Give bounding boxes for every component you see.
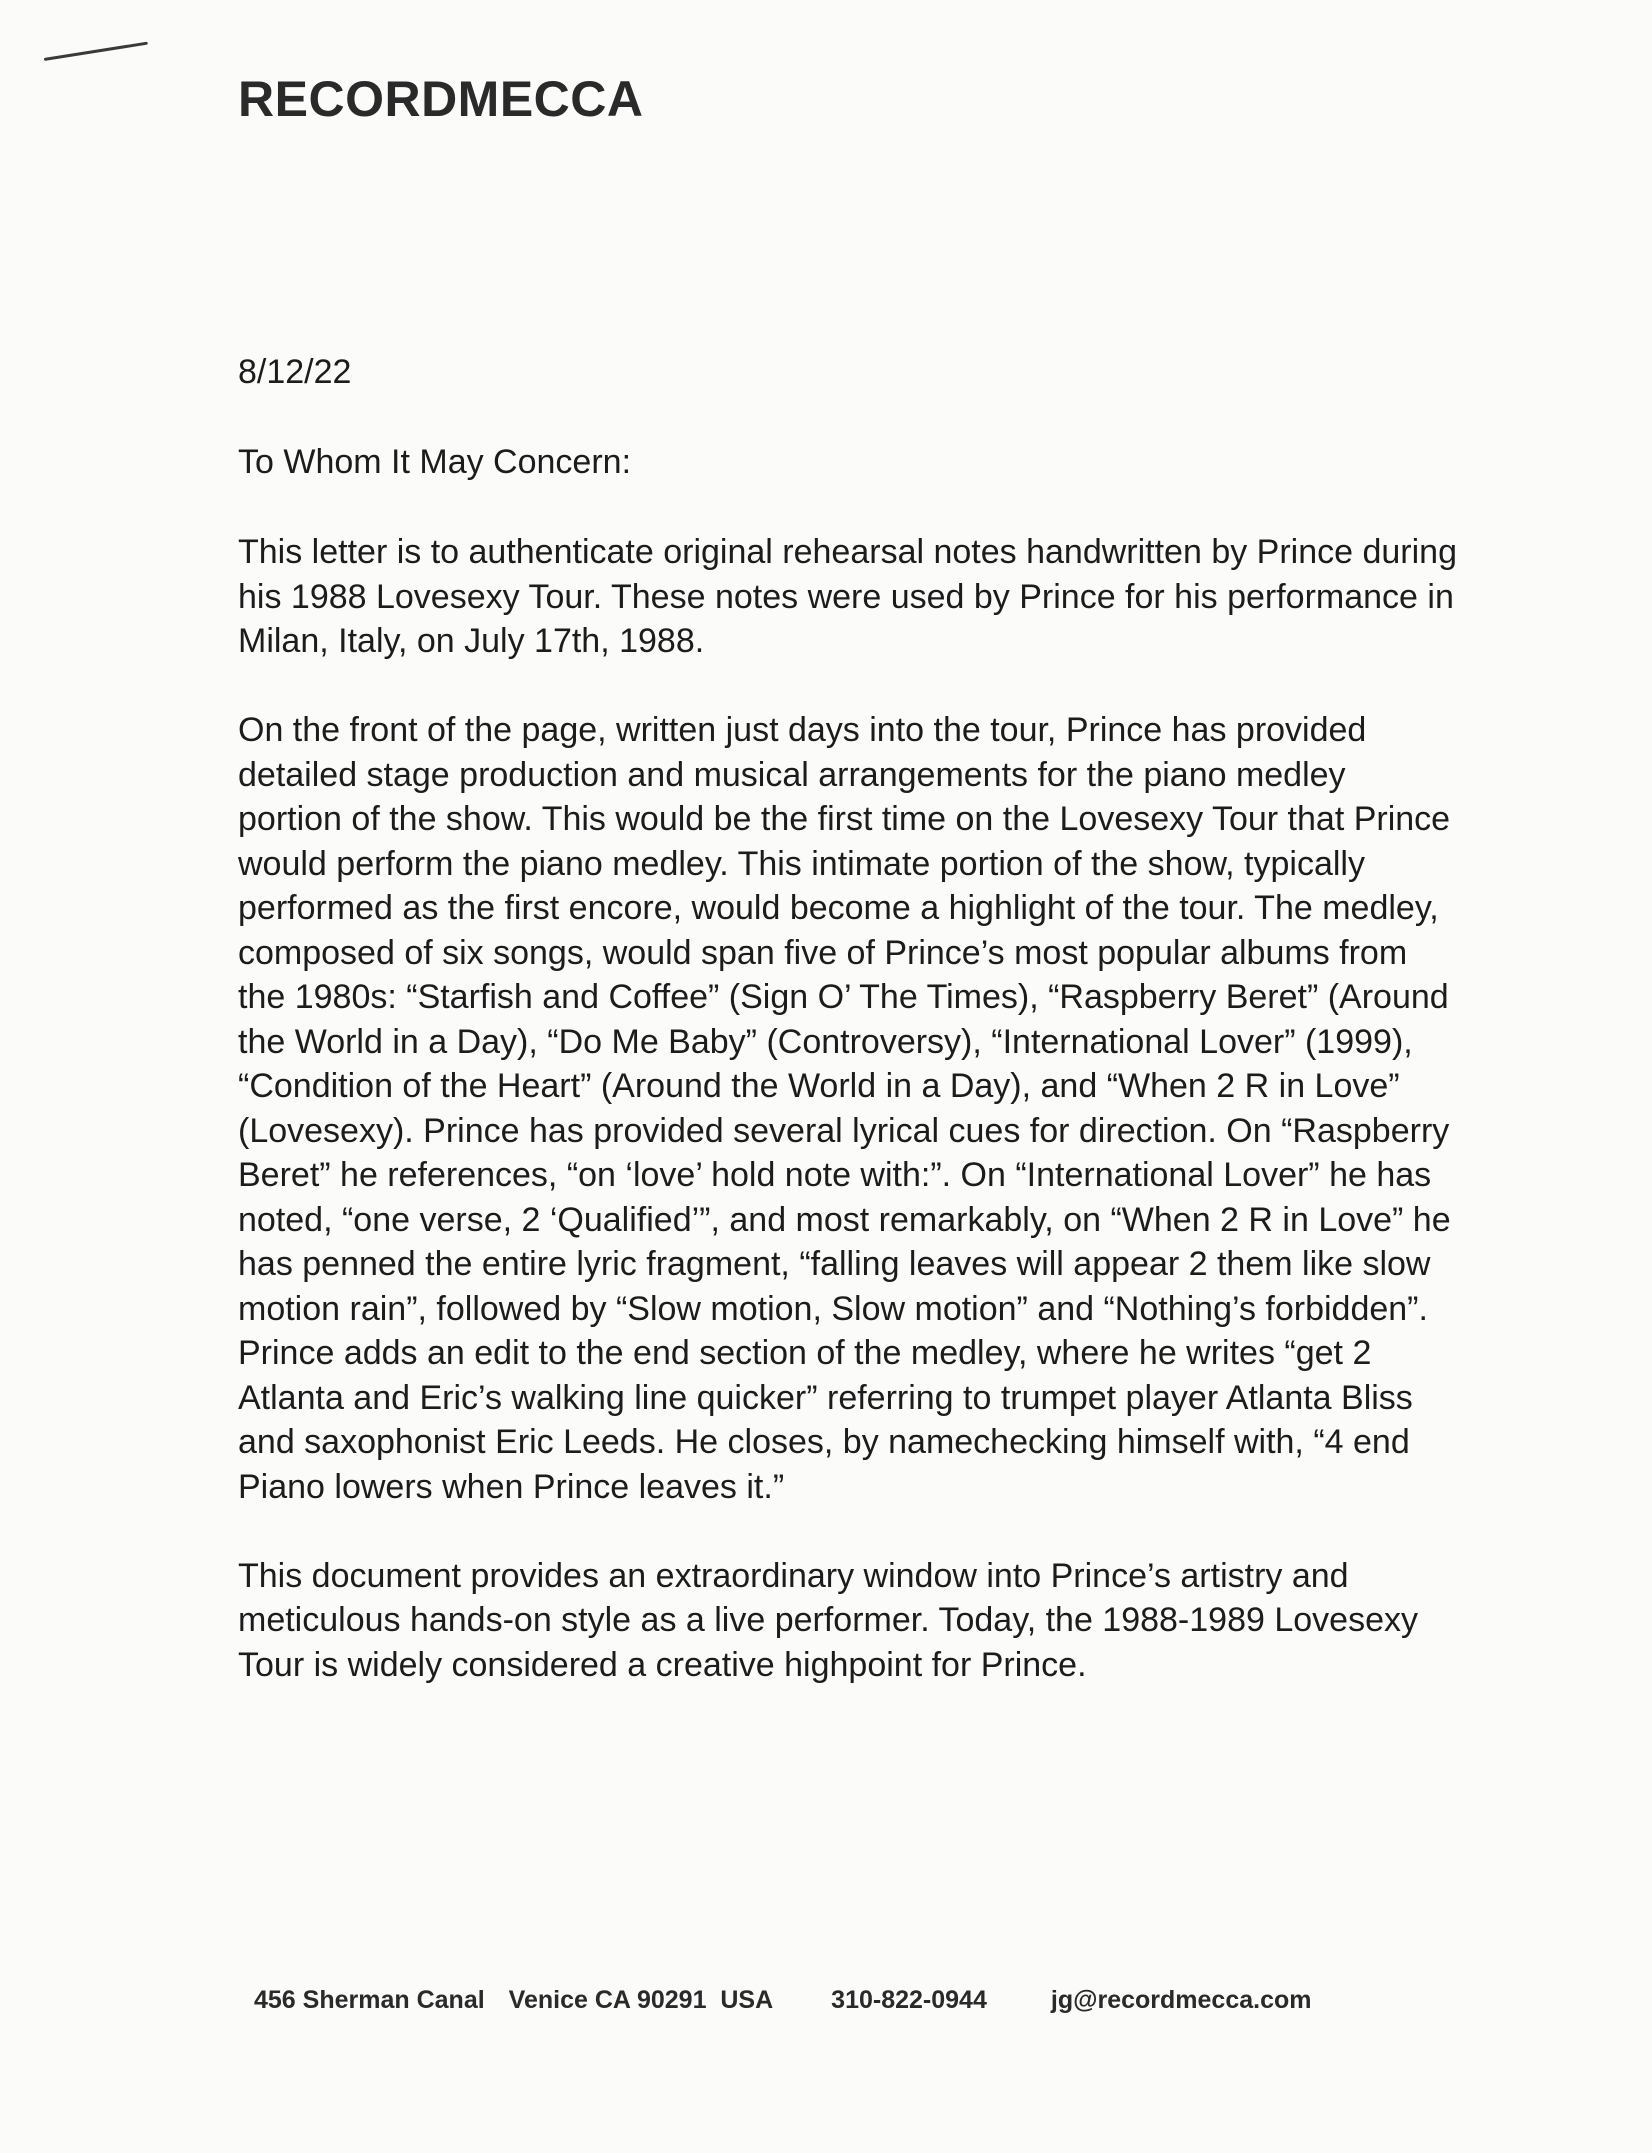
letter-body (238, 530, 1458, 1732)
paragraph-description: On the front of the page, written just days into the tour, Prince has provided detailed stage production and musical arrangements for the piano medley portion of the show. This would be the first time on the Lovesexy Tour that Prince would perform the piano medley. This intimate portion of the show, typically performed as the first encore, would become a highlight of the tour. The medley, composed of six songs, would span five of Prince’s most popular albums from the 1980s: “Starfish and Coffee” (Sign O’ The Times), “Raspberry Beret” (Around the World in a Day), “Do Me Baby” (Controversy), “International Lover” (1999), “Condition of the Heart” (Around the World in a Day), and “When 2 R in Love” (Lovesexy). Prince has provided several lyrical cues for direction. On “Raspberry Beret” he references, “on ‘love’ hold note with:”. On “International Lover” he has noted, “one verse, 2 ‘Qualified’”, and most remarkably, on “When 2 R in Love” he has penned the entire lyric fragment, “falling leaves will appear 2 them like slow motion rain”, followed by “Slow motion, Slow motion” and “Nothing’s forbidden”. Prince adds an edit to the end section of the medley, where he writes “get 2 Atlanta and Eric’s walking line quicker” referring to trumpet player Atlanta Bliss and saxophonist Eric Leeds. He closes, by namechecking himself with, “4 end Piano lowers when Prince leaves it.” (238, 711, 1451, 1506)
footer-contact (254, 1986, 1311, 2015)
footer-phone: 310-822-0944 (831, 1986, 987, 2014)
salutation: To Whom It May Concern: (238, 443, 632, 481)
letterhead: RECORDMECCA (238, 71, 644, 127)
paragraph-authentication: This letter is to authenticate original rehearsal notes handwritten by Prince during his 1988 Lovesexy Tour. These notes were used by Prince for his performance in Milan, Italy, on July 17th, 1988. (238, 533, 1458, 660)
footer-street: 456 Sherman Canal (254, 1986, 485, 2014)
footer-city: Venice CA 90291 USA (508, 1986, 774, 2014)
scan-pen-mark (44, 42, 148, 61)
letter-date: 8/12/22 (238, 353, 352, 391)
footer-email: jg@recordmecca.com (1050, 1986, 1312, 2014)
paragraph-conclusion: This document provides an extraordinary window into Prince’s artistry and meticulous hands-on style as a live performer. Today, the 1988-1989 Lovesexy Tour is widely considered a creative highpoint for Prince. (238, 1556, 1418, 1684)
